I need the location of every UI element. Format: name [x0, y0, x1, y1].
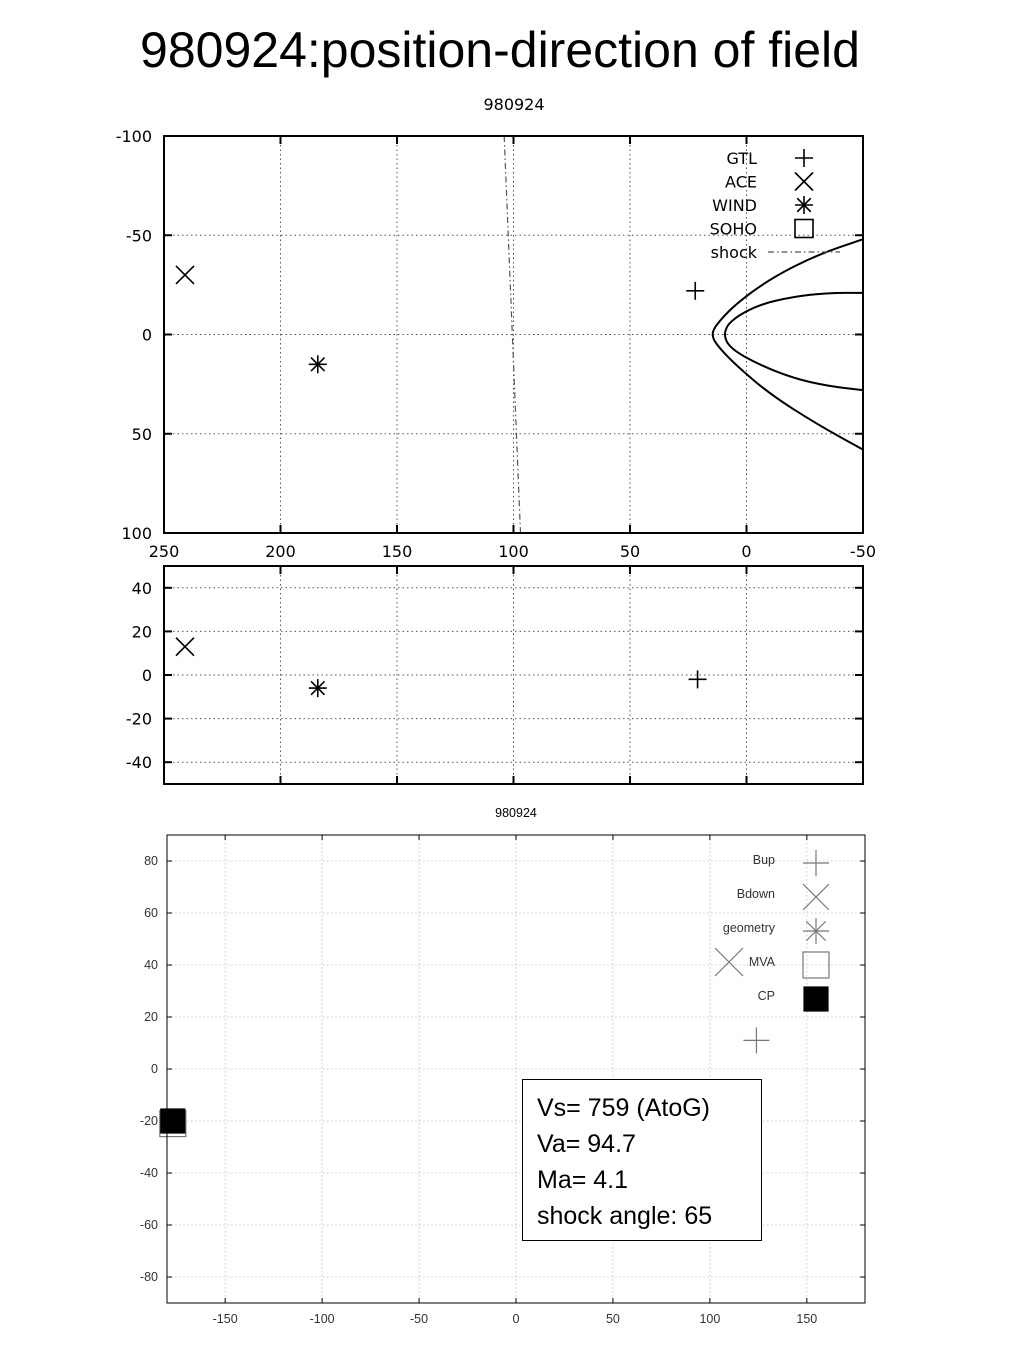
chart3-y-tick-label: 0	[151, 1062, 158, 1076]
alfven-speed-text: Va= 94.7	[537, 1130, 636, 1158]
chart3-y-tick-label: 40	[144, 958, 158, 972]
chart1-x-tick-label: 200	[265, 542, 296, 561]
chart1-legend-label-ace: ACE	[725, 172, 757, 192]
chart3-bup-point	[743, 1027, 769, 1053]
chart1-x-tick-label: 250	[148, 542, 180, 561]
chart1-x-tick-label: 150	[381, 542, 413, 561]
chart1-y-tick-label: 100	[121, 524, 152, 543]
shock-angle-text: shock angle: 65	[537, 1202, 713, 1230]
chart1-legend-symbol-gtl	[795, 149, 813, 167]
shock-parameters-box	[522, 1079, 762, 1241]
chart1-legend-label-gtl: GTL	[726, 149, 757, 168]
chart1-y-tick-label: 50	[131, 424, 152, 444]
chart3-y-tick-label: 20	[144, 1010, 158, 1024]
chart3-y-tick-label: 60	[144, 906, 158, 920]
chart3-legend-label-bdown: Bdown	[736, 887, 775, 901]
chart3-legend-label-mva: MVA	[748, 955, 775, 969]
chart1-y-tick-label: 0	[141, 325, 152, 345]
chart3-x-tick-label: -150	[212, 1312, 238, 1326]
chart1-wind-point	[309, 355, 327, 373]
chart1-ace-point	[176, 266, 194, 284]
chart3-legend-label-geometry: geometry	[722, 921, 775, 935]
chart3-legend-symbol-geometry	[803, 918, 829, 944]
chart1-legend-symbol-ace	[795, 173, 813, 191]
chart1-bow-shock-curve	[710, 239, 863, 449]
mach-number-text: Ma= 4.1	[537, 1166, 629, 1194]
chart3-x-tick-label: -50	[410, 1312, 429, 1326]
chart1-title: 980924	[483, 95, 545, 114]
chart3-x-tick-label: 0	[512, 1312, 520, 1326]
chart1-legend-label-soho: SOHO	[709, 219, 757, 239]
chart3-y-tick-label: 80	[144, 854, 158, 868]
chart3-title: 980924	[495, 806, 537, 820]
chart1-magnetopause-curve	[725, 293, 863, 390]
shock-speed-text: Vs= 759 (AtoG)	[537, 1094, 710, 1122]
chart3-y-tick-label: -40	[139, 1166, 158, 1180]
chart1-x-tick-label: -50	[849, 542, 877, 561]
chart2-ace-point	[176, 638, 194, 656]
chart1-legend-label-shock: shock	[710, 243, 757, 262]
chart1-x-tick-label: 100	[498, 542, 529, 561]
chart2-gtl-point	[689, 670, 707, 688]
chart1-legend-symbol-wind	[795, 196, 813, 214]
chart3-x-tick-label: -100	[309, 1312, 335, 1326]
chart1-y-tick-label: -50	[125, 226, 152, 246]
chart3-legend-label-cp: CP	[757, 989, 775, 1003]
chart3-legend-symbol-bdown	[803, 884, 829, 910]
chart3-y-tick-label: -80	[139, 1270, 158, 1284]
chart3-y-tick-label: -20	[139, 1114, 158, 1128]
chart3-cp-point	[161, 1109, 185, 1133]
chart2-y-tick-label: 20	[131, 622, 152, 642]
chart1-y-tick-label: -100	[115, 127, 152, 146]
chart3-legend-symbol-cp	[804, 987, 828, 1011]
chart3-x-tick-label: 150	[796, 1312, 818, 1326]
chart1-x-tick-label: 50	[619, 542, 641, 561]
chart3-y-tick-label: -60	[139, 1218, 158, 1232]
chart2-y-tick-label: -40	[125, 753, 152, 773]
chart2-wind-point	[309, 679, 327, 697]
chart3-x-tick-label: 50	[605, 1312, 620, 1326]
chart3-legend-label-bup: Bup	[752, 853, 775, 867]
chart1-legend-label-wind: WIND	[712, 196, 757, 215]
chart2-y-tick-label: -20	[125, 709, 152, 729]
chart3-legend-extra-x-icon	[715, 948, 743, 976]
chart2-y-tick-label: 40	[131, 578, 152, 598]
chart2-y-tick-label: 0	[141, 666, 152, 685]
chart1-gtl-point	[686, 282, 704, 300]
chart1-x-tick-label: 0	[741, 542, 752, 561]
page-title: 980924:position-direction of field	[140, 22, 860, 78]
chart3-x-tick-label: 100	[699, 1312, 721, 1326]
